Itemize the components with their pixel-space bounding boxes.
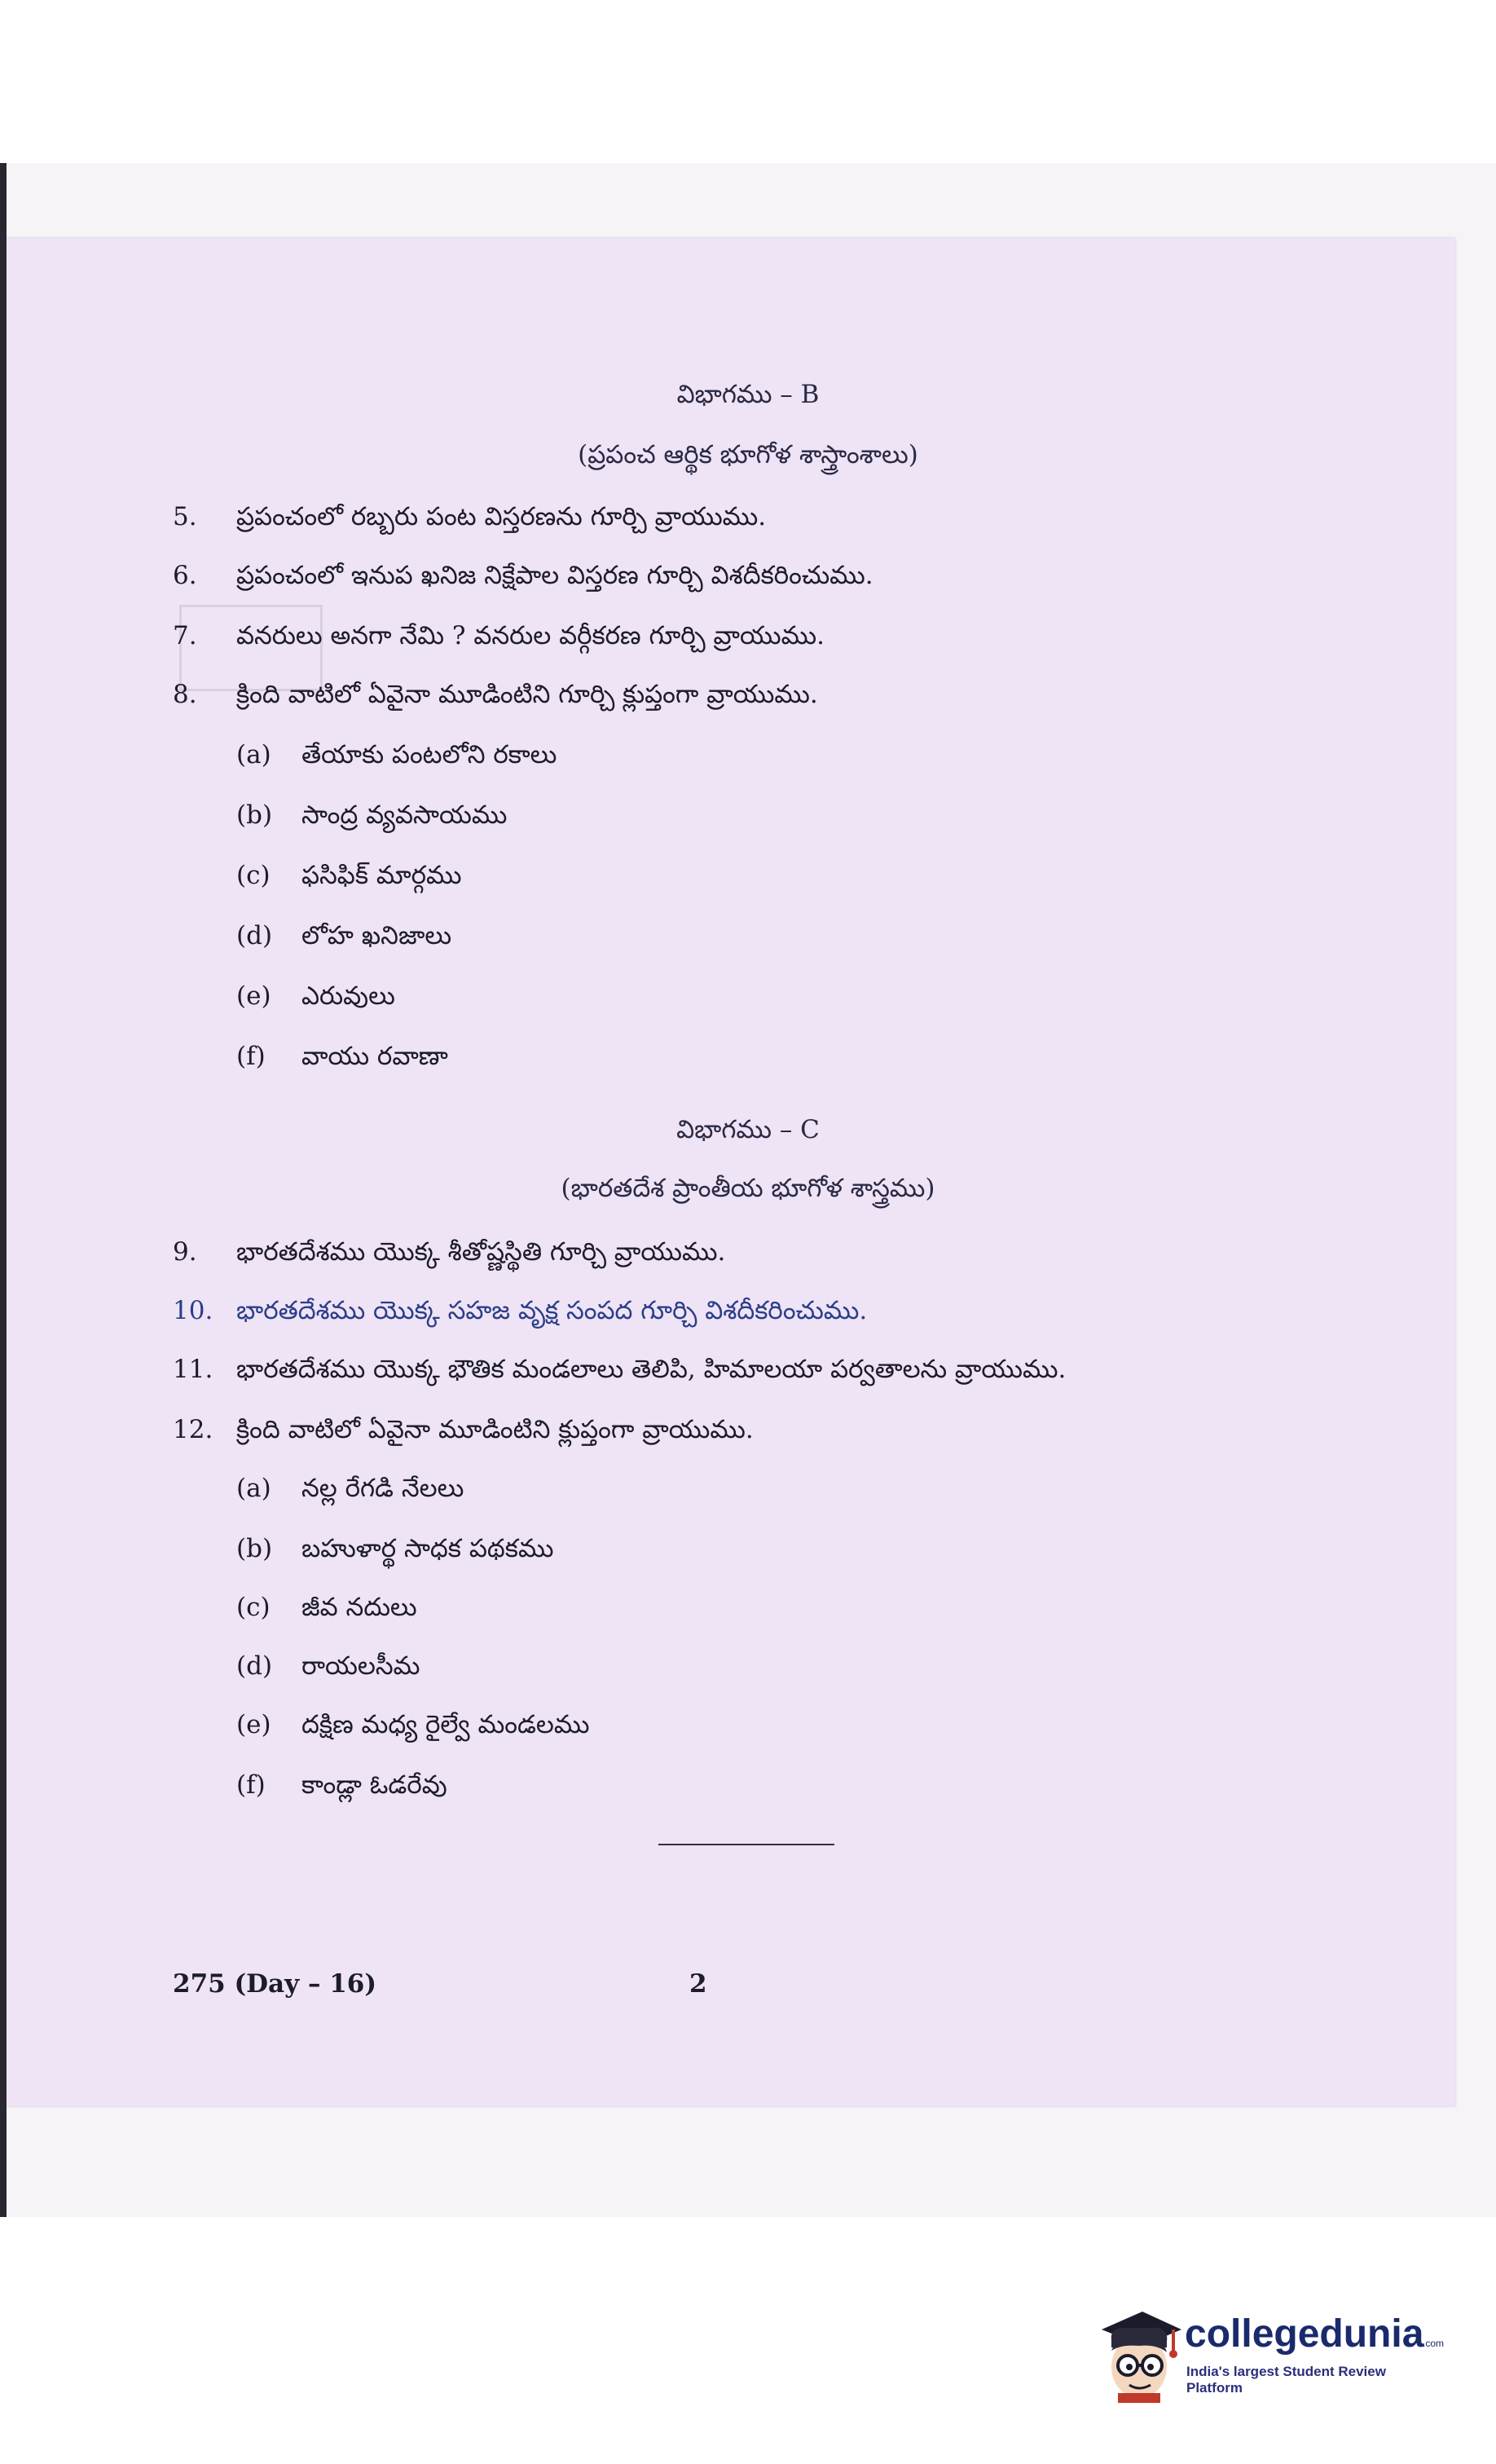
student-mascot-icon	[1093, 2305, 1183, 2403]
option-label: (a)	[236, 740, 271, 769]
brand-tagline: India's largest Student Review Platform	[1186, 2364, 1386, 2396]
question-text: క్రింది వాటిలో ఏవైనా మూడింటిని క్లుప్తంగా వ్రాయుము.	[236, 1415, 754, 1444]
option-label: (a)	[236, 1474, 271, 1503]
option-8f	[236, 1042, 448, 1077]
brand-domain: .com	[1423, 2338, 1445, 2349]
question-12	[173, 1415, 754, 1450]
option-8d	[236, 921, 451, 956]
option-label: (b)	[236, 800, 273, 830]
option-label: (f)	[236, 1770, 266, 1800]
section-b-subtitle: (ప్రపంచ ఆర్థిక భూగోళ శాస్త్రాంశాలు)	[578, 440, 918, 469]
paper-code: 275 (Day – 16)	[173, 1969, 377, 1999]
option-12b	[236, 1534, 553, 1569]
option-text: నల్ల రేగడి నేలలు	[301, 1474, 464, 1503]
option-text: దక్షిణ మధ్య రైల్వే మండలము	[301, 1710, 590, 1739]
question-number: 12.	[173, 1415, 213, 1444]
option-12e	[236, 1710, 589, 1745]
option-label: (c)	[236, 861, 271, 890]
question-text: భారతదేశము యొక్క శీతోష్ణస్థితి గూర్చి వ్రాయుము.	[236, 1237, 726, 1267]
section-b-title: విభాగము – B	[676, 380, 820, 409]
question-6	[173, 561, 873, 596]
question-text: భారతదేశము యొక్క సహజ వృక్ష సంపద గూర్చి విశదీకరించుము.	[236, 1296, 868, 1325]
option-label: (e)	[236, 1710, 271, 1739]
question-11	[173, 1355, 1066, 1390]
page-number: 2	[689, 1969, 707, 1999]
end-of-section-rule	[658, 1844, 834, 1845]
section-c-title: విభాగము – C	[676, 1115, 820, 1144]
question-text: వనరులు అనగా నేమి ? వనరుల వర్గీకరణ గూర్చి వ్రాయుము.	[236, 621, 825, 650]
option-text: కాండ్లా ఓడరేవు	[301, 1770, 447, 1800]
question-number: 11.	[173, 1355, 213, 1384]
option-text: బహుళార్థ సాధక పథకము	[301, 1534, 554, 1563]
option-8e	[236, 981, 395, 1016]
option-label: (e)	[236, 981, 271, 1011]
question-7	[173, 621, 825, 656]
question-number: 6.	[173, 561, 197, 590]
question-9	[173, 1237, 725, 1272]
question-text: క్రింది వాటిలో ఏవైనా మూడింటిని గూర్చి క్లుప్తంగా వ్రాయుము.	[236, 680, 818, 709]
question-number: 10.	[173, 1296, 213, 1325]
section-c-subtitle: (భారతదేశ ప్రాంతీయ భూగోళ శాస్త్రము)	[561, 1174, 935, 1203]
option-text: రాయలసీమ	[301, 1651, 420, 1681]
option-text: వాయు రవాణా	[301, 1042, 448, 1071]
question-8	[173, 680, 818, 715]
option-label: (c)	[236, 1593, 271, 1622]
option-label: (d)	[236, 921, 273, 950]
question-number: 7.	[173, 621, 197, 650]
collegedunia-logo[interactable]	[1093, 2305, 1444, 2403]
question-text: భారతదేశము యొక్క భౌతిక మండలాలు తెలిపి, హిమాలయా పర్వతాలను వ్రాయుము.	[236, 1355, 1067, 1384]
question-number: 9.	[173, 1237, 197, 1267]
question-text: ప్రపంచంలో ఇనుప ఖనిజ నిక్షేపాల విస్తరణ గూర్చి విశదీకరించుము.	[236, 561, 873, 590]
option-text: తేయాకు పంటలోని రకాలు	[301, 740, 557, 769]
option-8a	[236, 740, 557, 775]
option-label: (f)	[236, 1042, 266, 1071]
option-text: సాంద్ర వ్యవసాయము	[301, 800, 508, 830]
option-12a	[236, 1474, 464, 1509]
option-label: (d)	[236, 1651, 273, 1681]
option-12f	[236, 1770, 447, 1805]
option-text: ఫసిఫిక్ మార్గము	[301, 861, 462, 890]
question-number: 5.	[173, 502, 197, 531]
option-text: ఎరువులు	[301, 981, 395, 1011]
question-number: 8.	[173, 680, 197, 709]
option-12d	[236, 1651, 420, 1686]
option-8c	[236, 861, 462, 896]
brand-name: collegedunia	[1185, 2312, 1424, 2356]
option-12c	[236, 1593, 417, 1628]
question-5	[173, 502, 766, 537]
option-label: (b)	[236, 1534, 273, 1563]
question-text: ప్రపంచంలో రబ్బరు పంట విస్తరణను గూర్చి వ్రాయుము.	[236, 502, 767, 531]
question-10	[173, 1296, 867, 1331]
option-text: లోహ ఖనిజాలు	[301, 921, 452, 950]
option-8b	[236, 800, 507, 835]
option-text: జీవ నదులు	[301, 1593, 417, 1622]
